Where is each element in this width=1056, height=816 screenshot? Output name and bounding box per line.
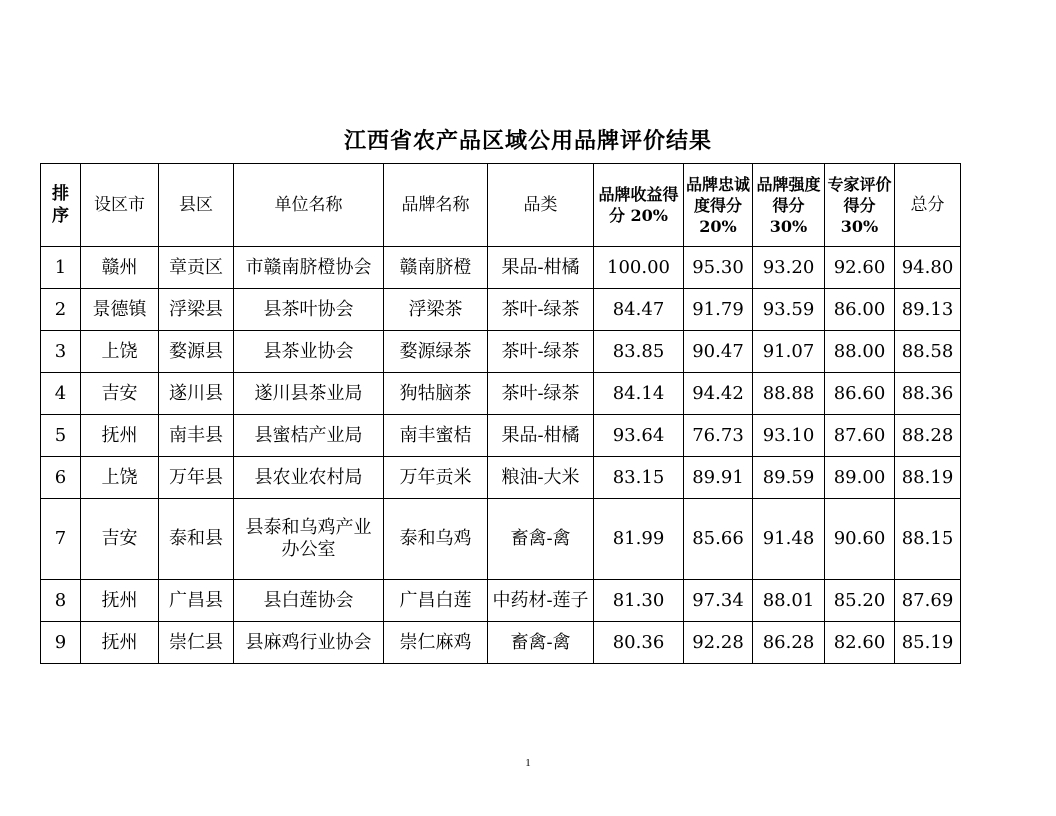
rank-cell: 3 <box>41 331 81 373</box>
county-cell: 浮梁县 <box>159 289 234 331</box>
revenue-score-cell: 93.64 <box>594 415 684 457</box>
rank-cell: 6 <box>41 457 81 499</box>
city-cell: 景德镇 <box>81 289 159 331</box>
category-cell: 茶叶-绿茶 <box>488 373 594 415</box>
county-cell: 南丰县 <box>159 415 234 457</box>
unit-cell: 县农业农村局 <box>234 457 384 499</box>
header-strength-score: 品牌强度得分30% <box>753 164 825 247</box>
category-cell: 茶叶-绿茶 <box>488 331 594 373</box>
total-score-cell: 89.13 <box>895 289 961 331</box>
county-cell: 万年县 <box>159 457 234 499</box>
brand-cell: 万年贡米 <box>384 457 488 499</box>
strength-score-cell: 91.48 <box>753 499 825 580</box>
loyalty-score-cell: 94.42 <box>684 373 753 415</box>
revenue-score-cell: 81.30 <box>594 580 684 622</box>
unit-cell: 县麻鸡行业协会 <box>234 622 384 664</box>
strength-score-cell: 88.01 <box>753 580 825 622</box>
strength-score-cell: 91.07 <box>753 331 825 373</box>
unit-cell: 市赣南脐橙协会 <box>234 247 384 289</box>
total-score-cell: 87.69 <box>895 580 961 622</box>
county-cell: 泰和县 <box>159 499 234 580</box>
brand-cell: 赣南脐橙 <box>384 247 488 289</box>
county-cell: 崇仁县 <box>159 622 234 664</box>
city-cell: 赣州 <box>81 247 159 289</box>
header-expert-score: 专家评价得分30% <box>825 164 895 247</box>
unit-cell: 县泰和乌鸡产业办公室 <box>234 499 384 580</box>
strength-score-cell: 93.20 <box>753 247 825 289</box>
city-cell: 吉安 <box>81 499 159 580</box>
table-row <box>41 457 961 499</box>
county-cell: 章贡区 <box>159 247 234 289</box>
revenue-score-cell: 80.36 <box>594 622 684 664</box>
brand-cell: 南丰蜜桔 <box>384 415 488 457</box>
total-score-cell: 88.19 <box>895 457 961 499</box>
county-cell: 广昌县 <box>159 580 234 622</box>
city-cell: 上饶 <box>81 331 159 373</box>
results-table <box>40 163 961 664</box>
city-cell: 上饶 <box>81 457 159 499</box>
header-city: 设区市 <box>81 164 159 247</box>
category-cell: 粮油-大米 <box>488 457 594 499</box>
loyalty-score-cell: 85.66 <box>684 499 753 580</box>
county-cell: 婺源县 <box>159 331 234 373</box>
table-row <box>41 580 961 622</box>
header-county: 县区 <box>159 164 234 247</box>
category-cell: 畜禽-禽 <box>488 499 594 580</box>
page-title: 江西省农产品区域公用品牌评价结果 <box>343 129 712 154</box>
brand-cell: 崇仁麻鸡 <box>384 622 488 664</box>
header-total-score: 总分 <box>895 164 961 247</box>
unit-cell: 县白莲协会 <box>234 580 384 622</box>
rank-cell: 8 <box>41 580 81 622</box>
category-cell: 果品-柑橘 <box>488 247 594 289</box>
expert-score-cell: 88.00 <box>825 331 895 373</box>
county-cell: 遂川县 <box>159 373 234 415</box>
table-row <box>41 373 961 415</box>
header-revenue-score: 品牌收益得分 20% <box>594 164 684 247</box>
loyalty-score-cell: 90.47 <box>684 331 753 373</box>
table-row <box>41 499 961 580</box>
expert-score-cell: 87.60 <box>825 415 895 457</box>
header-unit-name: 单位名称 <box>234 164 384 247</box>
revenue-score-cell: 100.00 <box>594 247 684 289</box>
total-score-cell: 88.15 <box>895 499 961 580</box>
strength-score-cell: 93.10 <box>753 415 825 457</box>
loyalty-score-cell: 95.30 <box>684 247 753 289</box>
loyalty-score-cell: 97.34 <box>684 580 753 622</box>
city-cell: 抚州 <box>81 580 159 622</box>
header-loyalty-score: 品牌忠诚度得分 20% <box>684 164 753 247</box>
total-score-cell: 88.58 <box>895 331 961 373</box>
expert-score-cell: 92.60 <box>825 247 895 289</box>
rank-cell: 4 <box>41 373 81 415</box>
expert-score-cell: 86.00 <box>825 289 895 331</box>
category-cell: 中药材-莲子 <box>488 580 594 622</box>
total-score-cell: 88.28 <box>895 415 961 457</box>
table-row <box>41 331 961 373</box>
revenue-score-cell: 84.14 <box>594 373 684 415</box>
total-score-cell: 88.36 <box>895 373 961 415</box>
brand-cell: 泰和乌鸡 <box>384 499 488 580</box>
loyalty-score-cell: 92.28 <box>684 622 753 664</box>
brand-cell: 狗牯脑茶 <box>384 373 488 415</box>
brand-cell: 广昌白莲 <box>384 580 488 622</box>
category-cell: 畜禽-禽 <box>488 622 594 664</box>
header-rank: 排序 <box>41 164 81 247</box>
expert-score-cell: 86.60 <box>825 373 895 415</box>
loyalty-score-cell: 76.73 <box>684 415 753 457</box>
expert-score-cell: 82.60 <box>825 622 895 664</box>
table-row <box>41 247 961 289</box>
revenue-score-cell: 83.85 <box>594 331 684 373</box>
loyalty-score-cell: 91.79 <box>684 289 753 331</box>
revenue-score-cell: 81.99 <box>594 499 684 580</box>
rank-cell: 9 <box>41 622 81 664</box>
unit-cell: 县茶叶协会 <box>234 289 384 331</box>
revenue-score-cell: 83.15 <box>594 457 684 499</box>
strength-score-cell: 86.28 <box>753 622 825 664</box>
strength-score-cell: 89.59 <box>753 457 825 499</box>
unit-cell: 县蜜桔产业局 <box>234 415 384 457</box>
brand-cell: 浮梁茶 <box>384 289 488 331</box>
header-category: 品类 <box>488 164 594 247</box>
total-score-cell: 85.19 <box>895 622 961 664</box>
header-brand-name: 品牌名称 <box>384 164 488 247</box>
rank-cell: 2 <box>41 289 81 331</box>
category-cell: 果品-柑橘 <box>488 415 594 457</box>
unit-cell: 遂川县茶业局 <box>234 373 384 415</box>
city-cell: 抚州 <box>81 415 159 457</box>
loyalty-score-cell: 89.91 <box>684 457 753 499</box>
expert-score-cell: 89.00 <box>825 457 895 499</box>
strength-score-cell: 88.88 <box>753 373 825 415</box>
table-row <box>41 289 961 331</box>
table-row <box>41 622 961 664</box>
rank-cell: 5 <box>41 415 81 457</box>
brand-cell: 婺源绿茶 <box>384 331 488 373</box>
total-score-cell: 94.80 <box>895 247 961 289</box>
rank-cell: 1 <box>41 247 81 289</box>
table-row <box>41 415 961 457</box>
header-row <box>41 164 961 247</box>
unit-cell: 县茶业协会 <box>234 331 384 373</box>
rank-cell: 7 <box>41 499 81 580</box>
page-number: 1 <box>525 757 531 769</box>
category-cell: 茶叶-绿茶 <box>488 289 594 331</box>
city-cell: 抚州 <box>81 622 159 664</box>
revenue-score-cell: 84.47 <box>594 289 684 331</box>
strength-score-cell: 93.59 <box>753 289 825 331</box>
expert-score-cell: 85.20 <box>825 580 895 622</box>
city-cell: 吉安 <box>81 373 159 415</box>
expert-score-cell: 90.60 <box>825 499 895 580</box>
